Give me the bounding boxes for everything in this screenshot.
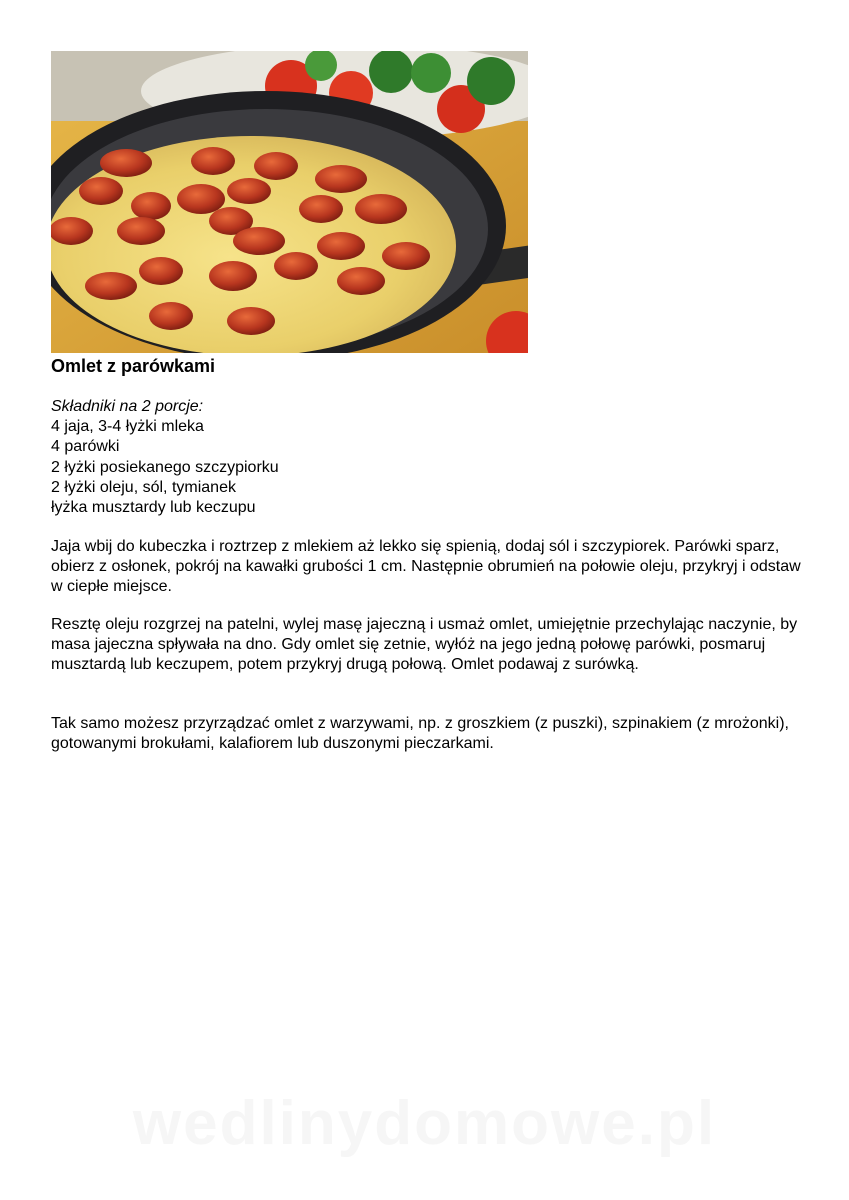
instruction-paragraph: Resztę oleju rozgrzej na patelni, wylej masę jajeczną i usmaż omlet, umiejętnie przechylając naczynie, by masa jajeczna spływała na dno. Gdy omlet się zetnie, wyłóż na jego jedną połowę parówki, posmaruj musztardą lub keczupem, potem przykryj drugą połową. Omlet podawaj z surówką. — [51, 616, 798, 674]
ingredients-heading: Składniki na 2 porcje: — [51, 398, 204, 415]
ingredient-item: 4 jaja, 3-4 łyżki mleka — [51, 418, 204, 436]
ingredient-item: 2 łyżki posiekanego szczypiorku — [51, 458, 279, 476]
ingredient-item: 4 parówki — [51, 438, 120, 456]
recipe-photo — [51, 51, 528, 353]
watermark: wedlinydomowe.pl — [132, 1089, 717, 1158]
ingredient-item: 2 łyżki oleju, sól, tymianek — [51, 478, 236, 496]
instruction-paragraph: Jaja wbij do kubeczka i roztrzep z mlekiem aż lekko się spienią, dodaj sól i szczypiorek. Parówki sparz, obierz z osłonek, pokrój na kawałki grubości 1 cm. Następnie obrumień na połowie oleju, przykryj i odstaw w ciepłe miejsce. — [51, 538, 801, 596]
recipe-title: Omlet z parówkami — [51, 356, 216, 376]
ingredients-list — [51, 397, 279, 518]
ingredient-item: łyżka musztardy lub keczupu — [51, 499, 256, 517]
variation-paragraph: Tak samo możesz przyrządzać omlet z warzywami, np. z groszkiem (z puszki), szpinakiem (z mrożonki), gotowanymi brokułami, kalafiorem lub duszonymi pieczarkami. — [51, 715, 789, 753]
